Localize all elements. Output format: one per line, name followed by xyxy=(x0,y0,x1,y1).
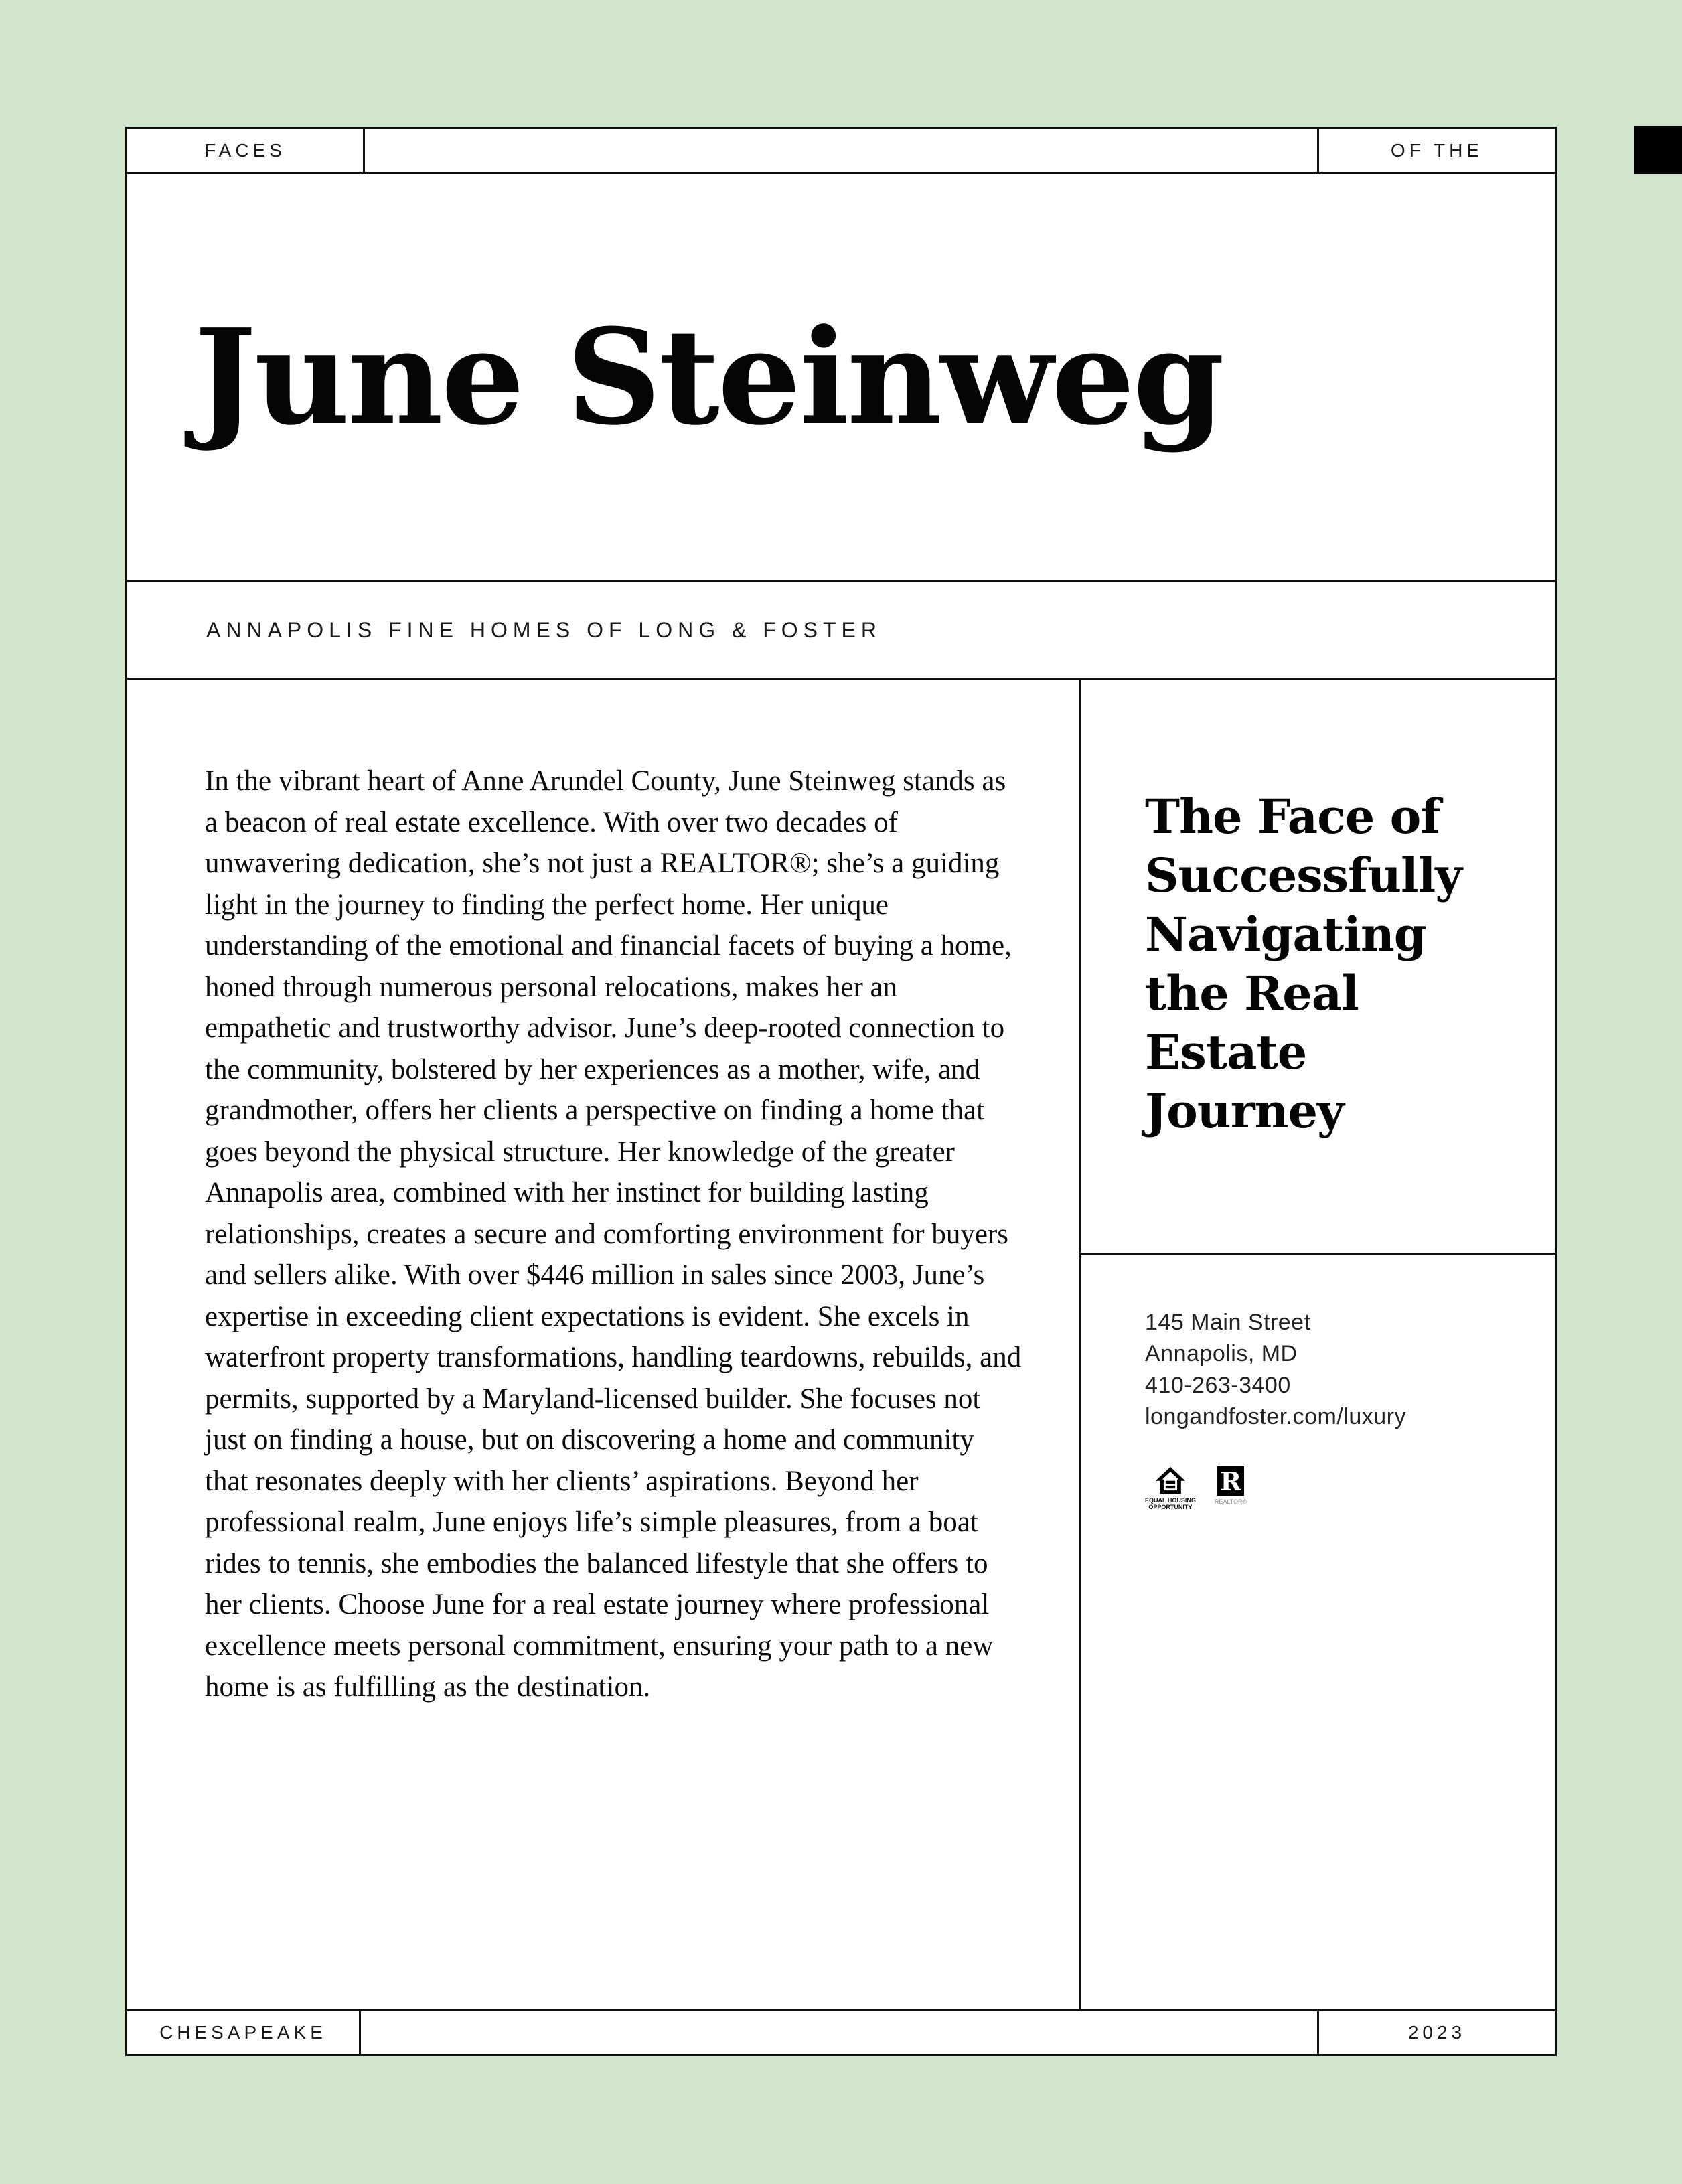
masthead-ofthe-label: OF THE xyxy=(1390,139,1484,161)
subtitle: ANNAPOLIS FINE HOMES OF LONG & FOSTER xyxy=(206,618,882,642)
realtor-label: REALTOR® xyxy=(1214,1498,1247,1505)
svg-text:R: R xyxy=(1220,1466,1241,1496)
realtor-icon xyxy=(1215,1466,1247,1505)
address-line-1: 145 Main Street xyxy=(1145,1310,1311,1335)
article-body: In the vibrant heart of Anne Arundel County, June Steinweg stands as a beacon of real estate excellence. With over two decades of unwavering dedication, she’s not just a REALTOR®; she’s a guiding light in the journey to finding the perfect home. Her unique understanding of the emotional and financial facets of buying a home, honed through numerous personal relocations, makes her an empathetic and trustworthy advisor. June’s deep-rooted connection to the community, bolstered by her experiences as a mother, wife, and grandmother, offers her clients a perspective on finding a home that goes beyond the physical structure. Her knowledge of the greater Annapolis area, combined with her instinct for building lasting relationships, creates a secure and comforting environment for buyers and sellers alike. With over $446 million in sales since 2003, June’s expertise in exceeding client expectations is evident. She excels in waterfront property transformations, handling teardowns, rebuilds, and permits, supported by a Maryland-licensed builder. She focuses not just on finding a house, but on discovering a home and community that resonates deeply with her clients’ aspirations. Beyond her professional realm, June enjoys life’s simple pleasures, from a boat rides to tennis, she embodies the balanced lifestyle that she offers to her clients. Choose June for a real estate journey where professional excellence meets personal commitment, ensuring your path to a new home is as fulfilling as the destination. xyxy=(205,765,1022,1703)
masthead xyxy=(127,129,1555,174)
masthead-faces-label: FACES xyxy=(204,139,286,161)
equal-housing-opportunity-icon xyxy=(1145,1466,1196,1510)
masthead-middle-cell xyxy=(365,129,1317,172)
footer-middle-cell xyxy=(361,2011,1317,2054)
title-section xyxy=(127,174,1555,582)
page-title: June Steinweg xyxy=(194,300,1223,455)
realtor-r-glyph xyxy=(1217,1466,1244,1496)
equal-housing-label-line1: EQUAL HOUSING xyxy=(1145,1497,1196,1504)
article-frame xyxy=(125,127,1557,2056)
footer-left-cell xyxy=(127,2011,361,2054)
subtitle-row xyxy=(127,582,1555,680)
article-column xyxy=(127,680,1081,2009)
address-line-2: Annapolis, MD xyxy=(1145,1341,1298,1367)
equal-housing-house-glyph xyxy=(1155,1466,1186,1494)
compliance-icons-row xyxy=(1145,1466,1515,1510)
footer-year-label: 2023 xyxy=(1407,2022,1466,2043)
masthead-ofthe-cell xyxy=(1317,129,1555,172)
footer-year-label-cell xyxy=(1317,2011,1555,2054)
sidebar-heading: The Face of Successfully Navigating the Real Estate Journey xyxy=(1145,789,1462,1139)
phone-number: 410-263-3400 xyxy=(1145,1373,1291,1398)
masthead-left-cell xyxy=(127,129,365,172)
sidebar-heading-block xyxy=(1081,680,1555,1255)
website-url: longandfoster.com/luxury xyxy=(1145,1404,1406,1429)
page-edge-marker xyxy=(1634,126,1682,174)
footer xyxy=(127,2009,1555,2054)
main-section xyxy=(127,680,1555,2009)
equal-housing-label-line2: OPPORTUNITY xyxy=(1148,1504,1193,1510)
footer-chesapeake-label: CHESAPEAKE xyxy=(159,2022,327,2043)
contact-block xyxy=(1081,1255,1555,1510)
sidebar-column xyxy=(1081,680,1555,2009)
